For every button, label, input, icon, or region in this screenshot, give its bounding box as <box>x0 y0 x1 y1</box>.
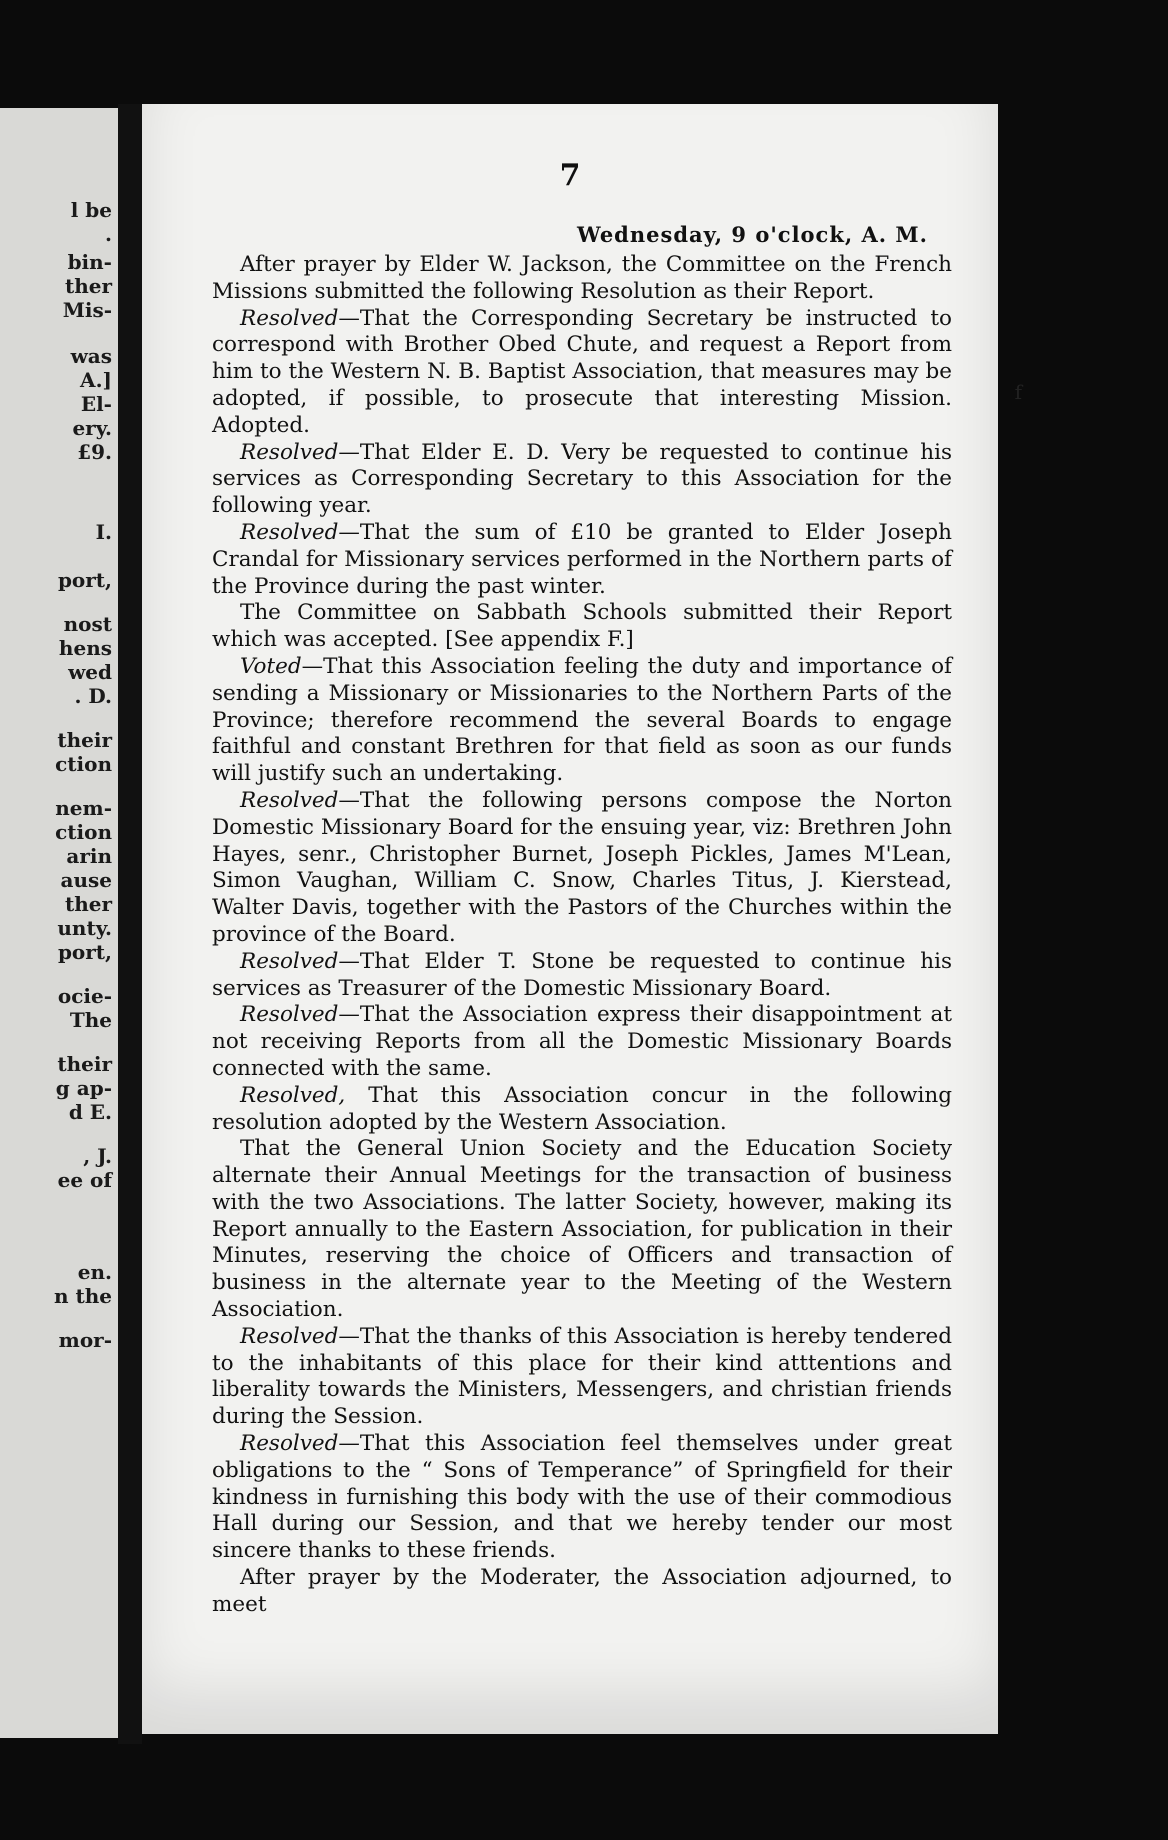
paragraph-lead: Resolved <box>240 948 339 974</box>
paragraph-lead: Resolved <box>240 439 339 465</box>
paragraph-lead: Resolved <box>240 787 339 813</box>
paragraph-text: —That the following persons compose the Norton Domestic Missionary Board for the ensuing year, viz: Brethren John Hayes, senr., Christopher Burnet, Joseph Pickles, James M'Lean, Simon Vaughan, William C. Snow, Charles Titus, J. Kierstead, Walter Davis, together with the Pastors of the Churches within the province of the Board. <box>212 787 952 947</box>
facing-page-fragment: nem- <box>55 796 112 820</box>
facing-page-fragment: Mis- <box>62 298 112 322</box>
paragraph-lead: Resolved <box>240 1431 339 1457</box>
paragraph <box>212 1136 952 1324</box>
paragraph <box>212 788 952 949</box>
book-gutter <box>118 104 142 1744</box>
facing-page-fragment: ause <box>60 868 112 892</box>
facing-page-fragment: ther <box>64 274 112 298</box>
facing-page-fragment: mor- <box>58 1328 112 1352</box>
paragraph-text: After prayer by Elder W. Jackson, the Committee on the French Missions submitted the following Resolution as their Report. <box>212 252 952 304</box>
facing-page-fragment: El- <box>80 392 112 416</box>
document-page <box>142 104 1022 1734</box>
facing-page-fragment: unty. <box>57 916 112 940</box>
page-body <box>212 252 952 1619</box>
facing-page-fragment: I. <box>95 520 112 544</box>
facing-page-fragment: . <box>105 222 112 246</box>
paragraph <box>212 520 952 600</box>
facing-page-fragment: £9. <box>77 440 112 464</box>
paragraph-text: —That this Association feeling the duty and importance of sending a Missionary or Missionaries to the Northern Parts of the Province; therefore recommend the several Boards to engage faithful and constant Brethren for that field as soon as our funds will justify such an undertaking. <box>212 653 952 787</box>
paragraph <box>212 306 952 440</box>
paragraph <box>212 1565 952 1619</box>
paragraph-text: After prayer by the Moderater, the Association adjourned, to meet <box>212 1565 952 1617</box>
paragraph-text: The Committee on Sabbath Schools submitted their Report which was accepted. [See appendix F.] <box>212 600 952 653</box>
paragraph-text: That the General Union Society and the Education Society alternate their Annual Meetings for the transaction of business with the two Associations. The latter Society, however, making its Report annually to the Eastern Association, for publication in their Minutes, reserving the choice of Officers and transaction of business in the alternate year to the Meeting of the Western Association. <box>212 1136 952 1323</box>
facing-page-fragment: bin- <box>67 250 112 274</box>
facing-page-fragment: g ap- <box>55 1076 112 1100</box>
facing-page-fragment: l be <box>70 198 112 222</box>
paragraph-text: —That the Association express their disappointment at not receiving Reports from all the Domestic Missionary Boards connected with the same. <box>212 1002 952 1081</box>
facing-page-fragment: ery. <box>72 416 112 440</box>
paragraph <box>212 252 952 306</box>
paragraph <box>212 949 952 1003</box>
paragraph-lead: Resolved <box>240 1002 339 1028</box>
paragraph <box>212 1324 952 1431</box>
paragraph <box>212 600 952 654</box>
paragraph-lead: Resolved <box>240 305 339 331</box>
facing-page-fragment: ee of <box>57 1168 112 1192</box>
paragraph-lead: Resolved, <box>240 1082 346 1108</box>
facing-page-fragment: . D. <box>74 684 112 708</box>
facing-page-fragment: ocie- <box>57 984 112 1008</box>
paragraph-text: —That the Corresponding Secretary be instructed to correspond with Brother Obed Chute, and request a Report from him to the Western N. B. Baptist Association, that measures may be adopted, if possible, to prosecute that interesting Mission. Adopted. <box>212 305 952 438</box>
facing-page-fragment: A.] <box>80 368 112 392</box>
paragraph-lead: Resolved <box>240 1323 339 1349</box>
paragraph <box>212 1431 952 1565</box>
paragraph-lead: Voted <box>240 653 302 679</box>
facing-page <box>0 108 118 1738</box>
paragraph-text: —That Elder T. Stone be requested to continue his services as Treasurer of the Domestic Missionary Board. <box>212 948 952 1001</box>
facing-page-fragment: ction <box>55 820 112 844</box>
facing-page-fragment: port, <box>57 940 112 964</box>
page-number: 7 <box>559 158 581 193</box>
facing-page-fragment: nost <box>63 612 112 636</box>
paragraph-text: —That the sum of £10 be granted to Elder Joseph Crandal for Missionary services performed in the Northern parts of the Province during the past winter. <box>212 519 952 599</box>
facing-page-fragment: port, <box>57 568 112 592</box>
paragraph-text: —That this Association feel themselves under great obligations to the “ Sons of Temperance” of Springfield for their kindness in furnishing this body with the use of their commodious Hall during our Session, and that we hereby tender our most sincere thanks to these friends. <box>212 1431 952 1564</box>
facing-page-fragment: d E. <box>68 1100 112 1124</box>
facing-page-fragment: their <box>57 728 112 752</box>
margin-mark: f <box>1014 380 1022 404</box>
facing-page-fragment: wed <box>68 660 112 684</box>
facing-page-fragment: arin <box>66 844 112 868</box>
session-heading: Wednesday, 9 o'clock, A. M. <box>576 222 928 247</box>
facing-page-fragment: ction <box>55 752 112 776</box>
paragraph <box>212 1083 952 1137</box>
facing-page-fragment: The <box>69 1008 112 1032</box>
facing-page-fragment: n the <box>53 1284 112 1308</box>
facing-page-fragment: , J. <box>83 1144 112 1168</box>
paragraph-text: —That Elder E. D. Very be requested to continue his services as Corresponding Secretary to this Association for the following year. <box>212 439 952 519</box>
facing-page-fragment: ther <box>64 892 112 916</box>
facing-page-fragment: en. <box>77 1260 112 1284</box>
facing-page-fragment: hens <box>58 636 112 660</box>
paragraph <box>212 654 952 788</box>
paragraph <box>212 440 952 520</box>
paragraph-lead: Resolved <box>240 519 339 545</box>
facing-page-fragment: their <box>57 1052 112 1076</box>
paragraph-text: —That the thanks of this Association is hereby tendered to the inhabitants of this place for their kind atttentions and liberality towards the Ministers, Messengers, and christian friends during the Session. <box>212 1323 952 1430</box>
paragraph-text: That this Association concur in the following resolution adopted by the Western Association. <box>212 1082 952 1135</box>
facing-page-fragment: was <box>70 344 112 368</box>
paragraph <box>212 1002 952 1082</box>
